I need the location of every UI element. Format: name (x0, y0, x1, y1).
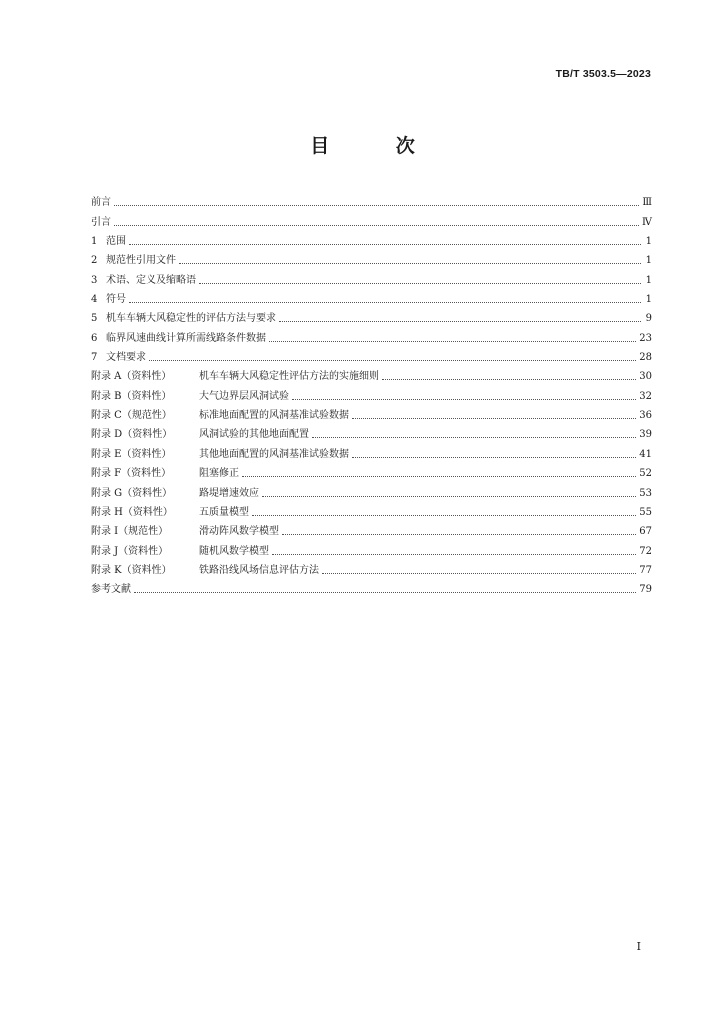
toc-dot-leader (382, 379, 636, 380)
toc-dot-leader (279, 321, 641, 322)
toc-entry-label: 机车车辆大风稳定性评估方法的实施细则 (199, 371, 379, 383)
toc-entry[interactable] (91, 422, 652, 441)
toc-entry-label: 滑动阵风数学模型 (199, 526, 279, 538)
toc-entry-label: 机车车辆大风稳定性的评估方法与要求 (106, 313, 276, 325)
toc-entry[interactable] (91, 461, 652, 480)
toc-entry[interactable] (91, 441, 652, 460)
page-number: Ⅰ (636, 940, 641, 953)
toc-dot-leader (252, 515, 636, 516)
toc-entry[interactable] (91, 229, 652, 248)
toc-entry[interactable] (91, 248, 652, 267)
toc-entry[interactable] (91, 209, 652, 228)
toc-dot-leader (149, 360, 636, 361)
toc-entry-number: 7 (91, 352, 98, 364)
toc-entry-appendix: 附录 A（资料性） (91, 371, 172, 383)
toc-entry-page: Ⅲ (642, 197, 652, 209)
toc-entry-page: 53 (639, 487, 652, 499)
toc-entry-appendix: 附录 H（资料性） (91, 506, 173, 518)
toc-dot-leader (199, 283, 641, 284)
toc-entry[interactable] (91, 480, 652, 499)
table-of-contents (91, 190, 652, 596)
toc-entry-page: 32 (639, 390, 652, 402)
toc-entry-label: 标准地面配置的风洞基准试验数据 (199, 410, 349, 422)
toc-entry-page: 77 (639, 564, 652, 576)
toc-entry-label: 路堤增速效应 (199, 487, 259, 499)
toc-entry-label: 大气边界层风洞试验 (199, 390, 289, 402)
toc-dot-leader (352, 418, 636, 419)
toc-entry[interactable] (91, 577, 652, 596)
toc-entry-label: 其他地面配置的风洞基准试验数据 (199, 448, 349, 460)
toc-entry-page: 1 (645, 274, 652, 286)
toc-dot-leader (352, 457, 636, 458)
toc-entry[interactable] (91, 519, 652, 538)
toc-entry-page: 28 (639, 352, 652, 364)
toc-dot-leader (134, 592, 636, 593)
toc-entry[interactable] (91, 500, 652, 519)
toc-entry[interactable] (91, 345, 652, 364)
toc-entry-appendix: 附录 I（规范性） (91, 526, 169, 538)
toc-entry-page: 72 (639, 545, 652, 557)
toc-entry-label: 规范性引用文件 (106, 255, 176, 267)
toc-entry[interactable] (91, 364, 652, 383)
toc-dot-leader (262, 496, 636, 497)
toc-entry-number: 3 (91, 274, 98, 286)
toc-entry-label: 范围 (106, 236, 126, 248)
toc-entry-label: 风洞试验的其他地面配置 (199, 429, 309, 441)
toc-dot-leader (129, 302, 641, 303)
toc-entry-page: 1 (645, 255, 652, 267)
toc-entry-page: 30 (639, 371, 652, 383)
toc-entry-appendix: 附录 J（资料性） (91, 545, 169, 557)
toc-entry-label: 符号 (106, 294, 126, 306)
toc-dot-leader (272, 554, 636, 555)
toc-entry-page: 55 (639, 506, 652, 518)
toc-entry-label: 引言 (91, 216, 111, 228)
toc-entry-label: 临界风速曲线计算所需线路条件数据 (106, 332, 266, 344)
toc-dot-leader (322, 573, 636, 574)
toc-entry[interactable] (91, 325, 652, 344)
toc-entry-label: 参考文献 (91, 584, 131, 596)
toc-dot-leader (269, 341, 636, 342)
toc-entry-appendix: 附录 C（规范性） (91, 410, 172, 422)
toc-entry-page: 41 (639, 448, 652, 460)
toc-entry-page: 36 (639, 410, 652, 422)
toc-entry[interactable] (91, 558, 652, 577)
toc-entry-number: 1 (91, 236, 98, 248)
toc-entry-page: 39 (639, 429, 652, 441)
toc-dot-leader (179, 263, 641, 264)
toc-entry-appendix: 附录 K（资料性） (91, 564, 172, 576)
page-title: 目 次 (310, 135, 445, 157)
toc-entry-page: 52 (639, 468, 652, 480)
toc-entry-page: 79 (639, 584, 652, 596)
toc-entry-number: 2 (91, 255, 98, 267)
toc-entry-appendix: 附录 E（资料性） (91, 448, 172, 460)
toc-dot-leader (242, 476, 636, 477)
toc-entry-number: 6 (91, 332, 98, 344)
toc-entry-number: 5 (91, 313, 98, 325)
toc-entry-page: 23 (639, 332, 652, 344)
toc-entry-label: 五质量模型 (199, 506, 249, 518)
toc-entry-appendix: 附录 F（资料性） (91, 468, 172, 480)
toc-dot-leader (114, 205, 639, 206)
toc-dot-leader (114, 225, 639, 226)
toc-entry-label: 随机风数学模型 (199, 545, 269, 557)
toc-entry-page: 1 (645, 236, 652, 248)
toc-entry-label: 文档要求 (106, 352, 146, 364)
toc-entry-appendix: 附录 B（资料性） (91, 390, 172, 402)
toc-entry-number: 4 (91, 294, 98, 306)
toc-entry[interactable] (91, 190, 652, 209)
toc-entry[interactable] (91, 403, 652, 422)
toc-entry[interactable] (91, 306, 652, 325)
toc-entry[interactable] (91, 383, 652, 402)
toc-dot-leader (312, 437, 636, 438)
toc-entry-page: 1 (645, 294, 652, 306)
toc-entry-label: 阻塞修正 (199, 468, 239, 480)
toc-entry-label: 铁路沿线风场信息评估方法 (199, 564, 319, 576)
toc-dot-leader (292, 399, 636, 400)
toc-entry-page: 67 (639, 526, 652, 538)
toc-entry-page: Ⅳ (642, 216, 652, 228)
toc-dot-leader (129, 244, 641, 245)
toc-entry[interactable] (91, 267, 652, 286)
standard-code: TB/T 3503.5—2023 (555, 68, 651, 80)
toc-entry-appendix: 附录 D（资料性） (91, 429, 173, 441)
toc-entry-label: 术语、定义及缩略语 (106, 274, 196, 286)
toc-entry-label: 前言 (91, 197, 111, 209)
toc-entry-page: 9 (645, 313, 652, 325)
toc-dot-leader (282, 534, 636, 535)
toc-entry-appendix: 附录 G（资料性） (91, 487, 173, 499)
toc-entry[interactable] (91, 538, 652, 557)
toc-entry[interactable] (91, 287, 652, 306)
